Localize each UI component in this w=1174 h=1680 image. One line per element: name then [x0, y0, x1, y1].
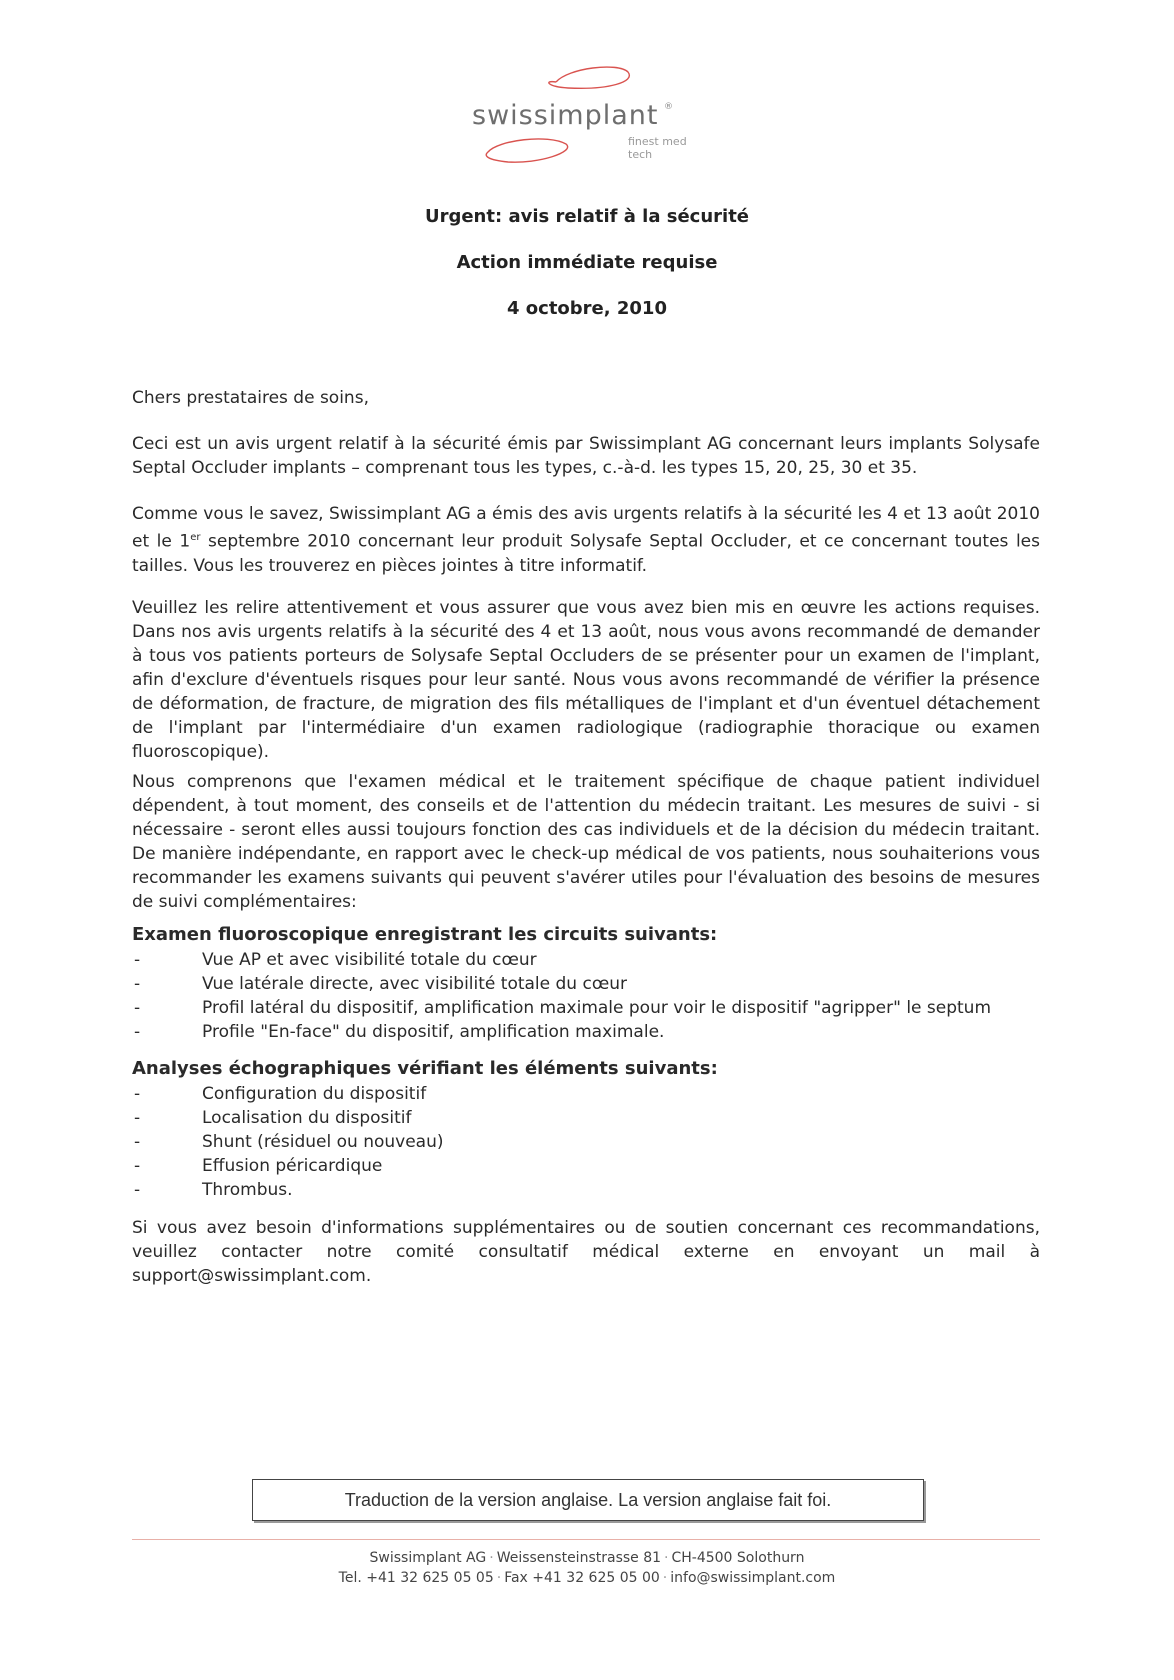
footer-tel: Tel. +41 32 625 05 05: [338, 1570, 494, 1586]
list-dash: -: [134, 1108, 141, 1128]
footer-street: Weissensteinstrasse 81: [496, 1550, 662, 1566]
list-item: - Localisation du dispositif: [134, 1108, 412, 1128]
footer-fax: Fax +41 32 625 05 00: [504, 1570, 660, 1586]
document-subtitle: Action immédiate requise: [456, 252, 718, 273]
paragraph-follow-up: Nous comprenons que l'examen médical et le traitement spécifique de chaque patient individuel dépendent, à tout moment, des conseils et de l'attention du médecin traitant. Les mesures de suivi - si nécessaire - seront elles aussi toujours fonction des cas individuels et de la décision du médecin traitant. De manière indépendante, en rapport avec le check-up médical de vos patients, nous souhaiterions vous recommander les examens suivants qui peuvent s'avérer utiles pour l'évaluation des besoins de mesures de suivi complémentaires:: [132, 772, 1040, 912]
translation-notice-box: Traduction de la version anglaise. La version anglaise fait foi.: [252, 1479, 924, 1521]
footer-city: CH-4500 Solothurn: [671, 1550, 805, 1566]
paragraph-previous-notices-part1: Comme vous le savez, Swissimplant AG a émis des avis urgents relatifs à la sécurité les 4 et 13 août 2010 et le 1: [132, 504, 1040, 552]
footer-separator: ·: [662, 1570, 668, 1586]
paragraph-contact: Si vous avez besoin d'informations supplémentaires ou de soutien concernant ces recommandations, veuillez contacter notre comité consultatif médical externe en envoyant un mail à support@swissimplant.com.: [132, 1218, 1040, 1286]
section-title-fluoroscopy: Examen fluoroscopique enregistrant les circuits suivants:: [132, 924, 718, 945]
list-item: - Vue AP et avec visibilité totale du cœur: [134, 950, 537, 970]
list-item: - Profil latéral du dispositif, amplification maximale pour voir le dispositif "agripper" le septum: [134, 998, 992, 1018]
paragraph-previous-notices-part2: septembre 2010 concernant leur produit Solysafe Septal Occluder, et ce concernant toutes les tailles. Vous les trouverez en pièces jointes à titre informatif.: [132, 531, 1040, 576]
list-dash: -: [134, 1156, 141, 1176]
paragraph-previous-notices: [132, 502, 1040, 578]
footer-email-link[interactable]: info@swissimplant.com: [670, 1570, 836, 1586]
list-dash: -: [134, 1180, 141, 1200]
salutation: Chers prestataires de soins,: [132, 388, 369, 408]
list-item: - Thrombus.: [134, 1180, 293, 1200]
logo-wordmark: swissimplant: [472, 100, 659, 131]
list-item: - Profile "En-face" du dispositif, amplification maximale.: [134, 1022, 665, 1042]
logo-tagline: finest med tech: [628, 135, 687, 161]
footer-separator: ·: [489, 1550, 494, 1566]
list-dash: -: [134, 1084, 141, 1104]
footer-address: [0, 1550, 1174, 1566]
footer-divider: [132, 1539, 1040, 1540]
list-item: - Vue latérale directe, avec visibilité totale du cœur: [134, 974, 627, 994]
paragraph-intro: Ceci est un avis urgent relatif à la sécurité émis par Swissimplant AG concernant leurs implants Solysafe Septal Occluder implants – comprenant tous les types, c.-à-d. les types 15, 20, 25, 30 et 35.: [132, 434, 1040, 478]
footer-separator: ·: [496, 1570, 502, 1586]
list-dash: -: [134, 1132, 141, 1152]
echography-list: [132, 1082, 444, 1202]
footer-contact: [0, 1570, 1174, 1586]
list-dash: -: [134, 998, 141, 1018]
list-item: - Effusion péricardique: [134, 1156, 383, 1176]
document-date: 4 octobre, 2010: [507, 298, 667, 319]
list-dash: -: [134, 950, 141, 970]
footer-company: Swissimplant AG: [369, 1550, 487, 1566]
paragraph-recommendations: Veuillez les relire attentivement et vous assurer que vous avez bien mis en œuvre les actions requises. Dans nos avis urgents relatifs à la sécurité des 4 et 13 août, nous vous avons recommandé de demander à tous vos patients porteurs de Solysafe Septal Occluders de se présenter pour un examen de l'implant, afin d'exclure d'éventuels risques pour leur santé. Nous vous avons recommandé de vérifier la présence de déformation, de fracture, de migration des fils métalliques de l'implant et d'un éventuel détachement de l'implant par l'intermédiaire d'un examen radiologique (radiographie thoracique ou examen fluoroscopique).: [132, 598, 1040, 762]
list-dash: -: [134, 1022, 141, 1042]
list-dash: -: [134, 974, 141, 994]
fluoroscopy-list: [132, 948, 991, 1044]
list-item: - Shunt (résiduel ou nouveau): [134, 1132, 444, 1152]
footer-separator: ·: [664, 1550, 669, 1566]
list-item: - Configuration du dispositif: [134, 1084, 427, 1104]
registered-mark: ®: [664, 102, 673, 112]
section-title-echography: Analyses échographiques vérifiant les éléments suivants:: [132, 1058, 718, 1079]
document-title: Urgent: avis relatif à la sécurité: [424, 206, 750, 227]
company-logo: [468, 60, 708, 180]
superscript-er: er: [190, 532, 201, 543]
